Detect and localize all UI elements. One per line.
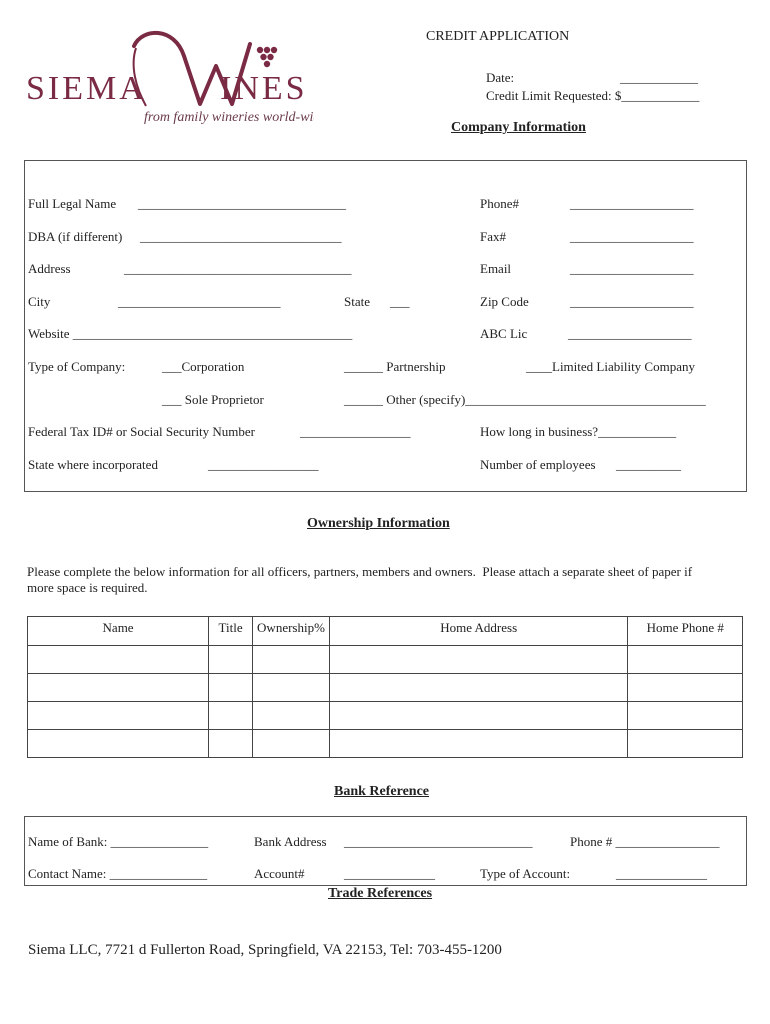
- partnership-option[interactable]: ______ Partnership: [344, 359, 446, 374]
- type-of-company-label: Type of Company:: [28, 359, 126, 374]
- bank-address-field[interactable]: _____________________________: [344, 834, 533, 849]
- city-field[interactable]: _________________________: [118, 294, 281, 309]
- logo-tagline: from family wineries world-wide: [144, 110, 314, 125]
- bank-phone-field[interactable]: Phone # ________________: [570, 834, 720, 849]
- years-in-business-field[interactable]: How long in business?____________: [480, 424, 677, 439]
- owner-name-cell[interactable]: [28, 730, 209, 758]
- bank-contact-field[interactable]: Contact Name: _______________: [28, 866, 208, 881]
- owner-percent-cell[interactable]: [253, 730, 330, 758]
- account-type-label: Type of Account:: [480, 866, 571, 881]
- email-label: Email: [480, 261, 512, 276]
- llc-option[interactable]: ____Limited Liability Company: [526, 359, 695, 374]
- owner-name-cell[interactable]: [28, 646, 209, 674]
- footer-address: Siema LLC, 7721 d Fullerton Road, Springfield, VA 22153, Tel: 703-455-1200: [28, 942, 502, 958]
- table-row: [28, 646, 743, 674]
- employees-label: Number of employees: [480, 457, 596, 472]
- owner-phone-cell[interactable]: [628, 674, 743, 702]
- state-label: State: [344, 294, 370, 309]
- bank-name-field[interactable]: Name of Bank: _______________: [28, 834, 209, 849]
- owner-address-cell[interactable]: [329, 702, 627, 730]
- owner-name-cell[interactable]: [28, 674, 209, 702]
- fax-label: Fax#: [480, 229, 506, 244]
- ownership-instructions-line1: Please complete the below information for all officers, partners, members and owners. Please attach a separate sheet of paper if: [27, 564, 693, 579]
- abc-lic-field[interactable]: ___________________: [568, 326, 692, 341]
- date-label: Date:: [486, 70, 515, 85]
- logo-text-siema: SIEMA: [26, 70, 147, 107]
- date-field[interactable]: ____________: [620, 70, 698, 85]
- ownership-instructions-line2: more space is required.: [27, 580, 148, 595]
- state-incorporated-label: State where incorporated: [28, 457, 158, 472]
- ownership-heading: Ownership Information: [307, 516, 450, 531]
- siema-wines-logo: [24, 26, 314, 136]
- fax-field[interactable]: ___________________: [570, 229, 694, 244]
- owner-title-cell[interactable]: [209, 646, 253, 674]
- col-ownership-header: Ownership%: [253, 617, 330, 646]
- owner-percent-cell[interactable]: [253, 646, 330, 674]
- owner-percent-cell[interactable]: [253, 674, 330, 702]
- phone-label: Phone#: [480, 196, 519, 211]
- zip-label: Zip Code: [480, 294, 529, 309]
- owner-name-cell[interactable]: [28, 702, 209, 730]
- owner-address-cell[interactable]: [329, 674, 627, 702]
- credit-limit-field[interactable]: Credit Limit Requested: $____________: [486, 88, 700, 103]
- ownership-table: [27, 616, 743, 758]
- form-title: CREDIT APPLICATION: [426, 29, 570, 44]
- col-name-header: Name: [28, 617, 209, 646]
- state-incorporated-field[interactable]: _________________: [208, 457, 319, 472]
- owner-address-cell[interactable]: [329, 730, 627, 758]
- account-type-field[interactable]: ______________: [616, 866, 707, 881]
- owner-phone-cell[interactable]: [628, 702, 743, 730]
- zip-field[interactable]: ___________________: [570, 294, 694, 309]
- bank-address-label: Bank Address: [254, 834, 327, 849]
- phone-field[interactable]: ___________________: [570, 196, 694, 211]
- email-field[interactable]: ___________________: [570, 261, 694, 276]
- account-number-label: Account#: [254, 866, 305, 881]
- address-label: Address: [28, 261, 71, 276]
- ownership-table-header: [28, 617, 743, 646]
- employees-field[interactable]: __________: [616, 457, 681, 472]
- full-legal-name-field[interactable]: ________________________________: [138, 196, 346, 211]
- full-legal-name-label: Full Legal Name: [28, 196, 117, 211]
- owner-title-cell[interactable]: [209, 702, 253, 730]
- col-home-phone-header: Home Phone #: [628, 617, 743, 646]
- logo-text-ines: INES: [220, 70, 308, 107]
- table-row: [28, 730, 743, 758]
- owner-phone-cell[interactable]: [628, 730, 743, 758]
- owner-address-cell[interactable]: [329, 646, 627, 674]
- corporation-option[interactable]: ___Corporation: [162, 359, 245, 374]
- bank-reference-heading: Bank Reference: [334, 784, 429, 799]
- owner-title-cell[interactable]: [209, 674, 253, 702]
- website-field[interactable]: Website ___________________________________________: [28, 326, 353, 341]
- table-row: [28, 702, 743, 730]
- state-field[interactable]: ___: [390, 294, 410, 309]
- tax-id-field[interactable]: _________________: [300, 424, 411, 439]
- owner-phone-cell[interactable]: [628, 646, 743, 674]
- sole-proprietor-option[interactable]: ___ Sole Proprietor: [162, 392, 264, 407]
- tax-id-label: Federal Tax ID# or Social Security Number: [28, 424, 256, 439]
- dba-field[interactable]: _______________________________: [140, 229, 342, 244]
- dba-label: DBA (if different): [28, 229, 123, 244]
- table-row: [28, 674, 743, 702]
- col-title-header: Title: [209, 617, 253, 646]
- account-number-field[interactable]: ______________: [344, 866, 435, 881]
- address-field[interactable]: ___________________________________: [124, 261, 352, 276]
- company-info-heading: Company Information: [451, 120, 586, 135]
- owner-percent-cell[interactable]: [253, 702, 330, 730]
- col-home-address-header: Home Address: [329, 617, 627, 646]
- city-label: City: [28, 294, 51, 309]
- owner-title-cell[interactable]: [209, 730, 253, 758]
- other-option-field[interactable]: ______ Other (specify)_____________________________________: [344, 392, 706, 407]
- abc-lic-label: ABC Lic: [480, 326, 528, 341]
- trade-references-heading: Trade References: [328, 886, 433, 901]
